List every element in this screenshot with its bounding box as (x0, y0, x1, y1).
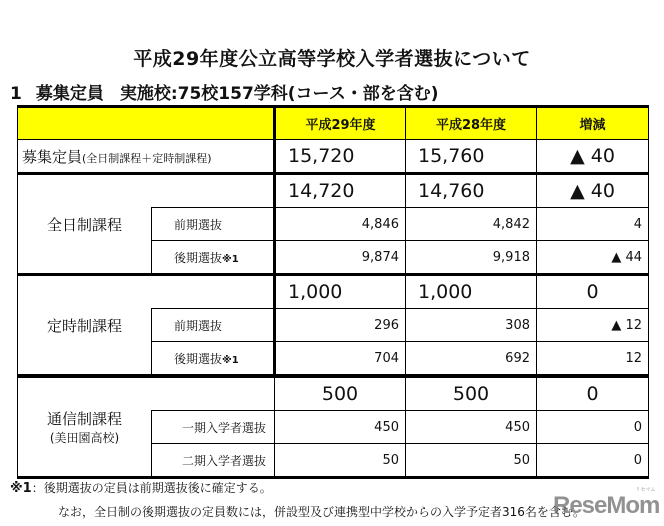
zennichi-zenki-change: 4 (537, 208, 649, 241)
tsushin-total-row (18, 377, 649, 411)
total-label-text: 募集定員 (22, 147, 83, 166)
tsushin-ikki-h29: 450 (275, 411, 406, 444)
teiji-zenki-change: ▲ 12 (537, 309, 649, 342)
tsushin-ikki-label: 一期入学者選抜 (152, 411, 275, 444)
zennichi-h28: 14,760 (406, 174, 537, 208)
tsushin-h28: 500 (406, 377, 537, 411)
footnote-ref: ※1 (222, 354, 239, 366)
teiji-kouki-label-text: 後期選抜 (174, 351, 223, 366)
total-h29: 15,720 (275, 140, 406, 174)
tsushin-niki-h29: 50 (275, 444, 406, 478)
section-heading-text: 募集定員 (35, 84, 104, 104)
teiji-kouki-h29: 704 (275, 342, 406, 376)
teiji-zenki-h29: 296 (275, 309, 406, 342)
zennichi-spacer (152, 174, 275, 208)
zennichi-kouki-h29: 9,874 (275, 241, 406, 275)
resemom-watermark-logo (553, 487, 660, 520)
section-number: 1 (10, 84, 22, 104)
watermark-kana: リセマム (635, 487, 656, 493)
teiji-total-row (18, 275, 649, 309)
footnote-2: なお，全日制の後期選抜の定員数には，併設型及び連携型中学校からの入学予定者316名を含む。 (58, 505, 585, 519)
zennichi-label: 全日制課程 (18, 174, 152, 275)
zennichi-kouki-label-text: 後期選抜 (174, 250, 223, 265)
zennichi-change: ▲ 40 (537, 174, 649, 208)
teiji-zenki-h28: 308 (406, 309, 537, 342)
header-row (18, 107, 649, 140)
tsushin-ikki-change: 0 (537, 411, 649, 444)
zennichi-total-row (18, 174, 649, 208)
correspondence-table (17, 375, 649, 479)
tsushin-school: (美田園高校) (49, 431, 120, 445)
teiji-zenki-label: 前期選抜 (152, 309, 275, 342)
watermark-text: ReseMom (553, 492, 660, 519)
total-change: ▲ 40 (537, 140, 649, 174)
header-h28: 平成28年度 (406, 107, 537, 140)
footnote-1-text: ：後期選抜の定員は前期選抜後に確定する。 (31, 481, 272, 495)
footnote-mark: ※1 (10, 481, 32, 496)
teiji-kouki-h28: 692 (406, 342, 537, 376)
tsushin-niki-label: 二期入学者選抜 (152, 444, 275, 478)
enrollment-table (17, 105, 649, 377)
section-heading (10, 79, 438, 104)
total-row (18, 140, 649, 174)
zennichi-kouki-change: ▲ 44 (537, 241, 649, 275)
footnote-1 (10, 479, 272, 496)
tsushin-ikki-h28: 450 (406, 411, 537, 444)
tsushin-niki-h28: 50 (406, 444, 537, 478)
tsushin-spacer (152, 377, 275, 411)
footnote-ref: ※1 (222, 253, 239, 265)
zennichi-zenki-h28: 4,842 (406, 208, 537, 241)
tsushin-h29: 500 (275, 377, 406, 411)
zennichi-zenki-label: 前期選抜 (152, 208, 275, 241)
zennichi-zenki-h29: 4,846 (275, 208, 406, 241)
page-title: 平成29年度公立高等学校入学者選抜について (133, 48, 531, 70)
zennichi-kouki-label (152, 241, 275, 275)
teiji-spacer (152, 275, 275, 309)
teiji-h29: 1,000 (275, 275, 406, 309)
teiji-change: 0 (537, 275, 649, 309)
total-label-note: (全日制課程＋定時制課程) (82, 151, 212, 165)
tsushin-niki-change: 0 (537, 444, 649, 478)
tsushin-label-text: 通信制課程 (46, 410, 122, 428)
section-detail: 実施校:75校157学科(コース・部を含む) (119, 84, 439, 104)
tsushin-label (18, 377, 152, 478)
header-h29: 平成29年度 (275, 107, 406, 140)
teiji-label: 定時制課程 (18, 275, 152, 376)
zennichi-h29: 14,720 (275, 174, 406, 208)
zennichi-kouki-h28: 9,918 (406, 241, 537, 275)
teiji-h28: 1,000 (406, 275, 537, 309)
teiji-kouki-label (152, 342, 275, 376)
header-blank (18, 107, 275, 140)
total-label (18, 140, 275, 174)
tsushin-change: 0 (537, 377, 649, 411)
teiji-kouki-change: 12 (537, 342, 649, 376)
header-change: 増減 (537, 107, 649, 140)
total-h28: 15,760 (406, 140, 537, 174)
